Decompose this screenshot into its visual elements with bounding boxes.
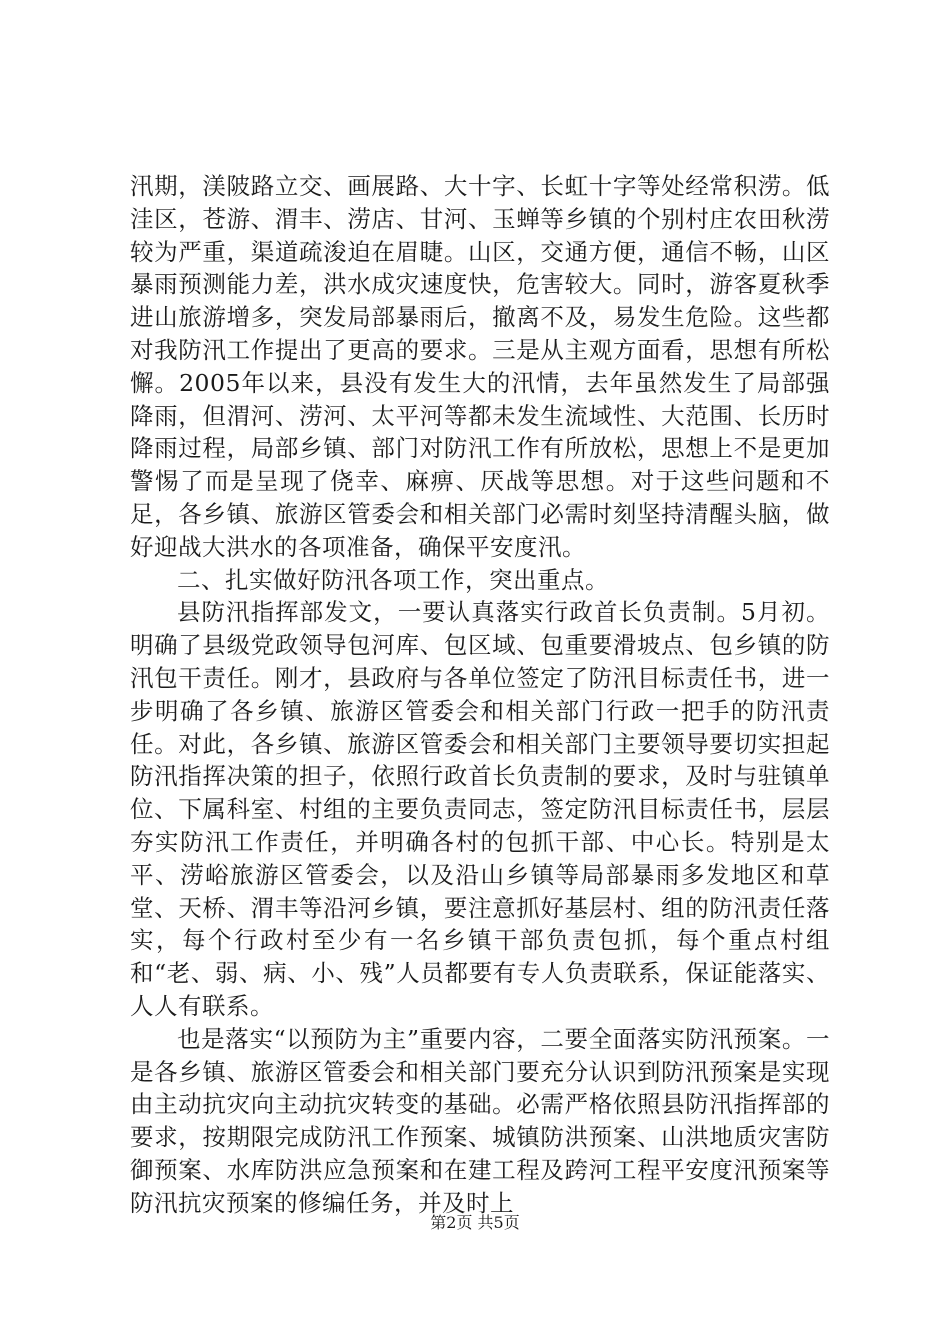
paragraph-2-section-heading: 二、扎实做好防汛各项工作，突出重点。 — [177, 565, 609, 594]
paragraph-1: 汛期，渼陂路立交、画展路、大十字、长虹十字等处经常积涝。低洼区，苍游、渭丰、涝店、甘河、玉蝉等乡镇的个别村庄农田秋涝较为严重，渠道疏浚迫在眉睫。山区，交通方便，通信不畅，山区暴雨预测能力差，洪水成灾速度快，危害较大。同时，游客夏秋季进山旅游增多，突发局部暴雨后，撤离不及，易发生危险。这些都对我防汛工作提出了更高的要求。三是从主观方面看，思想有所松懈。2005年以来，县没有发生大的汛情，去年虽然发生了局部强降雨，但渭河、涝河、太平河等都未发生流域性、大范围、长历时降雨过程，局部乡镇、部门对防汛工作有所放松，思想上不是更加警惕了而是呈现了侥幸、麻痹、厌战等思想。对于这些问题和不足，各乡镇、旅游区管委会和相关部门必需时刻坚持清醒头脑，做好迎战大洪水的各项准备，确保平安度汛。 — [130, 172, 830, 561]
paragraph-3: 县防汛指挥部发文，一要认真落实行政首长负责制。5月初。明确了县级党政领导包河库、包区域、包重要滑坡点、包乡镇的防汛包干责任。刚才，县政府与各单位签定了防汛目标责任书，进一步明确了各乡镇、旅游区管委会和相关部门行政一把手的防汛责任。对此，各乡镇、旅游区管委会和相关部门主要领导要切实担起防汛指挥决策的担子，依照行政首长负责制的要求，及时与驻镇单位、下属科室、村组的主要负责同志，签定防汛目标责任书，层层夯实防汛工作责任，并明确各村的包抓干部、中心长。特别是太平、涝峪旅游区管委会，以及沿山乡镇等局部暴雨多发地区和草堂、天桥、渭丰等沿河乡镇，要注意抓好基层村、组的防汛责任落实，每个行政村至少有一名乡镇干部负责包抓，每个重点村组和“老、弱、病、小、残”人员都要有专人负责联系，保证能落实、人人有联系。 — [130, 598, 830, 1020]
paragraph-4: 也是落实“以预防为主”重要内容，二要全面落实防汛预案。一是各乡镇、旅游区管委会和相关部门要充分认识到防汛预案是实现由主动抗灾向主动抗灾转变的基础。必需严格依照县防汛指挥部的要求，按期限完成防汛工作预案、城镇防洪预案、山洪地质灾害防御预案、水库防洪应急预案和在建工程及跨河工程平安度汛预案等防汛抗灾预案的修编任务，并及时上 — [130, 1024, 830, 1217]
page-number-footer: 第2页 共5页 — [430, 1213, 520, 1232]
document-body — [130, 170, 830, 1220]
